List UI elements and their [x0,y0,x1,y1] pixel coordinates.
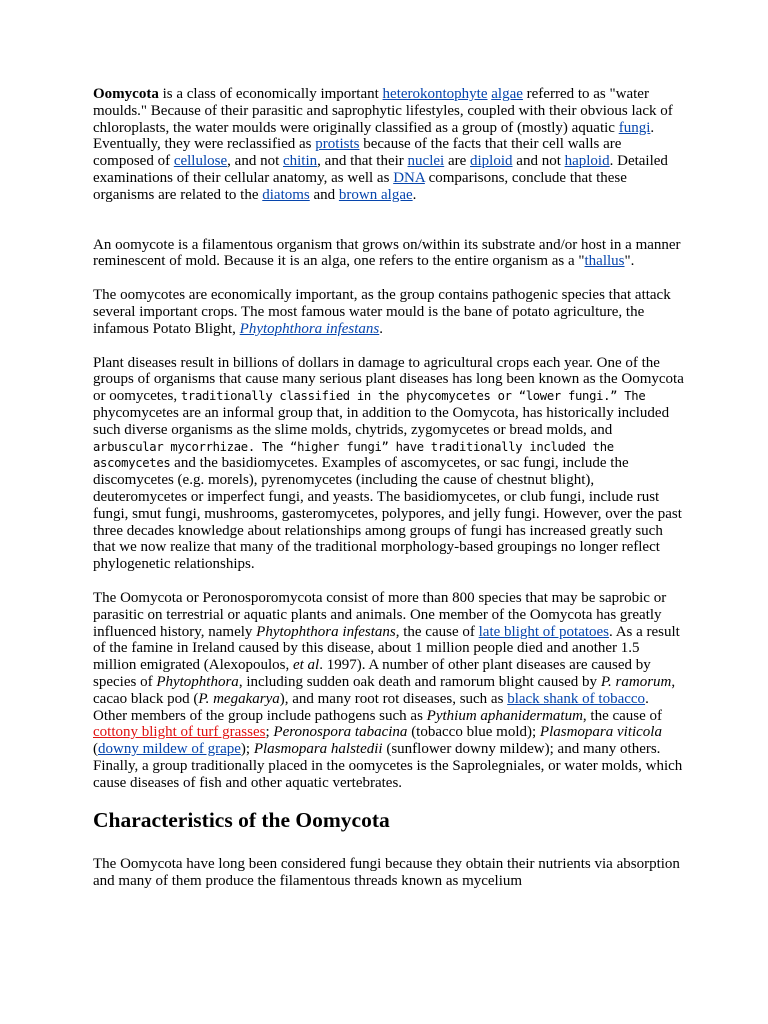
intro-paragraph: Oomycota is a class of economically important heterokontophyte algae referred to as "water moulds." Because of their parasitic and saprophytic lifestyles, coupled with their obvious lack of chloroplasts, the water moulds were originally classified as a group of (mostly) aquatic fungi. Eventually, they were reclassified as protists because of the facts that their cell walls are composed of cellulose, and not chitin, and that their nuclei are diploid and not haploid. Detailed examinations of their cellular anatomy, as well as DNA comparisons, conclude that these organisms are related to the diatoms and brown algae. [93,86,673,203]
peronosporomycota-paragraph: The Oomycota or Peronosporomycota consist of more than 800 species that may be saprobic or parasitic on terrestrial or aquatic plants and animals. One member of the Oomycota has greatly influenced history, namely Phytophthora infestans, the cause of late blight of potatoes. As a result of the famine in Ireland caused by this disease, about 1 million people died and another 1.5 million emigrated (Alexopoulos, et al. 1997). A number of other plant diseases are caused by species of Phytophthora, including sudden oak death and ramorum blight caused by P. ramorum, cacao black pod (P. megakarya), and many root rot diseases, such as black shank of tobacco. Other members of the group include pathogens such as Pythium aphanidermatum, the cause of cottony blight of turf grasses; Peronospora tabacina (tobacco blue mold); Plasmopara viticola (downy mildew of grape); Plasmopara halstedii (sunflower downy mildew); and many others. Finally, a group traditionally placed in the oomycetes is the Saprolegniales, or water molds, which cause diseases of fish and other aquatic vertebrates. [93,589,683,791]
link-nuclei[interactable]: nuclei [407,153,445,170]
link-phytophthora-infestans[interactable]: Phytophthora infestans [239,320,380,337]
link-downy-mildew[interactable]: downy mildew of grape [98,741,241,758]
link-brown-algae[interactable]: brown algae [338,186,413,203]
link-late-blight[interactable]: late blight of potatoes [478,623,610,640]
section-heading: Characteristics of the Oomycota [93,808,390,833]
link-protists[interactable]: protists [315,136,360,153]
oomycote-paragraph: An oomycote is a filamentous organism that grows on/within its substrate and/or host in a manner reminescent of mold. Because it is an alga, one refers to the entire organism as a "thallus". [93,236,681,270]
plant-diseases-paragraph: Plant diseases result in billions of dollars in damage to agricultural crops each year. One of the groups of organisms that cause many serious plant diseases has long been known as the Oomycota or oomycetes, traditionally classified in the phycomycetes or “lower fungi.” The phycomycetes are an informal group that, in addition to the Oomycota, has historically included such diverse organisms as the slime molds, chytrids, zygomycetes or bread molds, and arbuscular mycorrhizae. The “higher fungi” have traditionally included the ascomycetes and the basidiomycetes. Examples of ascomycetes, or sac fungi, include the discomycetes (e.g. morels), pyrenomycetes (including the cause of chestnut blight), deuteromycetes or imperfect fungi, and yeasts. The basidiomycetes, or club fungi, include rust fungi, smut fungi, mushrooms, gasteromycetes, polypores, and jelly fungi. However, over the past three decades knowledge about relationships among groups of fungi has increased greatly such that we now realize that many of the traditional morphology-based groupings no longer reflect phylogenetic relationships. [93,354,684,573]
link-haploid[interactable]: haploid [564,153,610,170]
economic-paragraph: The oomycotes are economically important, as the group contains pathogenic species that attack several important crops. The most famous water mould is the bane of potato agriculture, the infamous Potato Blight, Phytophthora infestans. [93,287,671,337]
term-oomycota: Oomycota [93,86,159,102]
link-chitin[interactable]: chitin [282,153,318,170]
link-fungi[interactable]: fungi [618,119,651,136]
link-cottony-blight[interactable]: cottony blight of turf grasses [93,724,266,741]
link-dna[interactable]: DNA [393,169,425,186]
link-cellulose[interactable]: cellulose [173,153,228,170]
link-black-shank[interactable]: black shank of tobacco [507,690,646,707]
link-algae[interactable]: algae [491,86,523,102]
link-heterokontophyte[interactable]: heterokontophyte [382,86,488,102]
characteristics-paragraph: The Oomycota have long been considered fungi because they obtain their nutrients via absorption and many of them produce the filamentous threads known as mycelium [93,856,680,890]
article [93,86,685,890]
link-thallus[interactable]: thallus [584,253,625,270]
link-diatoms[interactable]: diatoms [262,186,310,203]
link-diploid[interactable]: diploid [470,153,513,170]
